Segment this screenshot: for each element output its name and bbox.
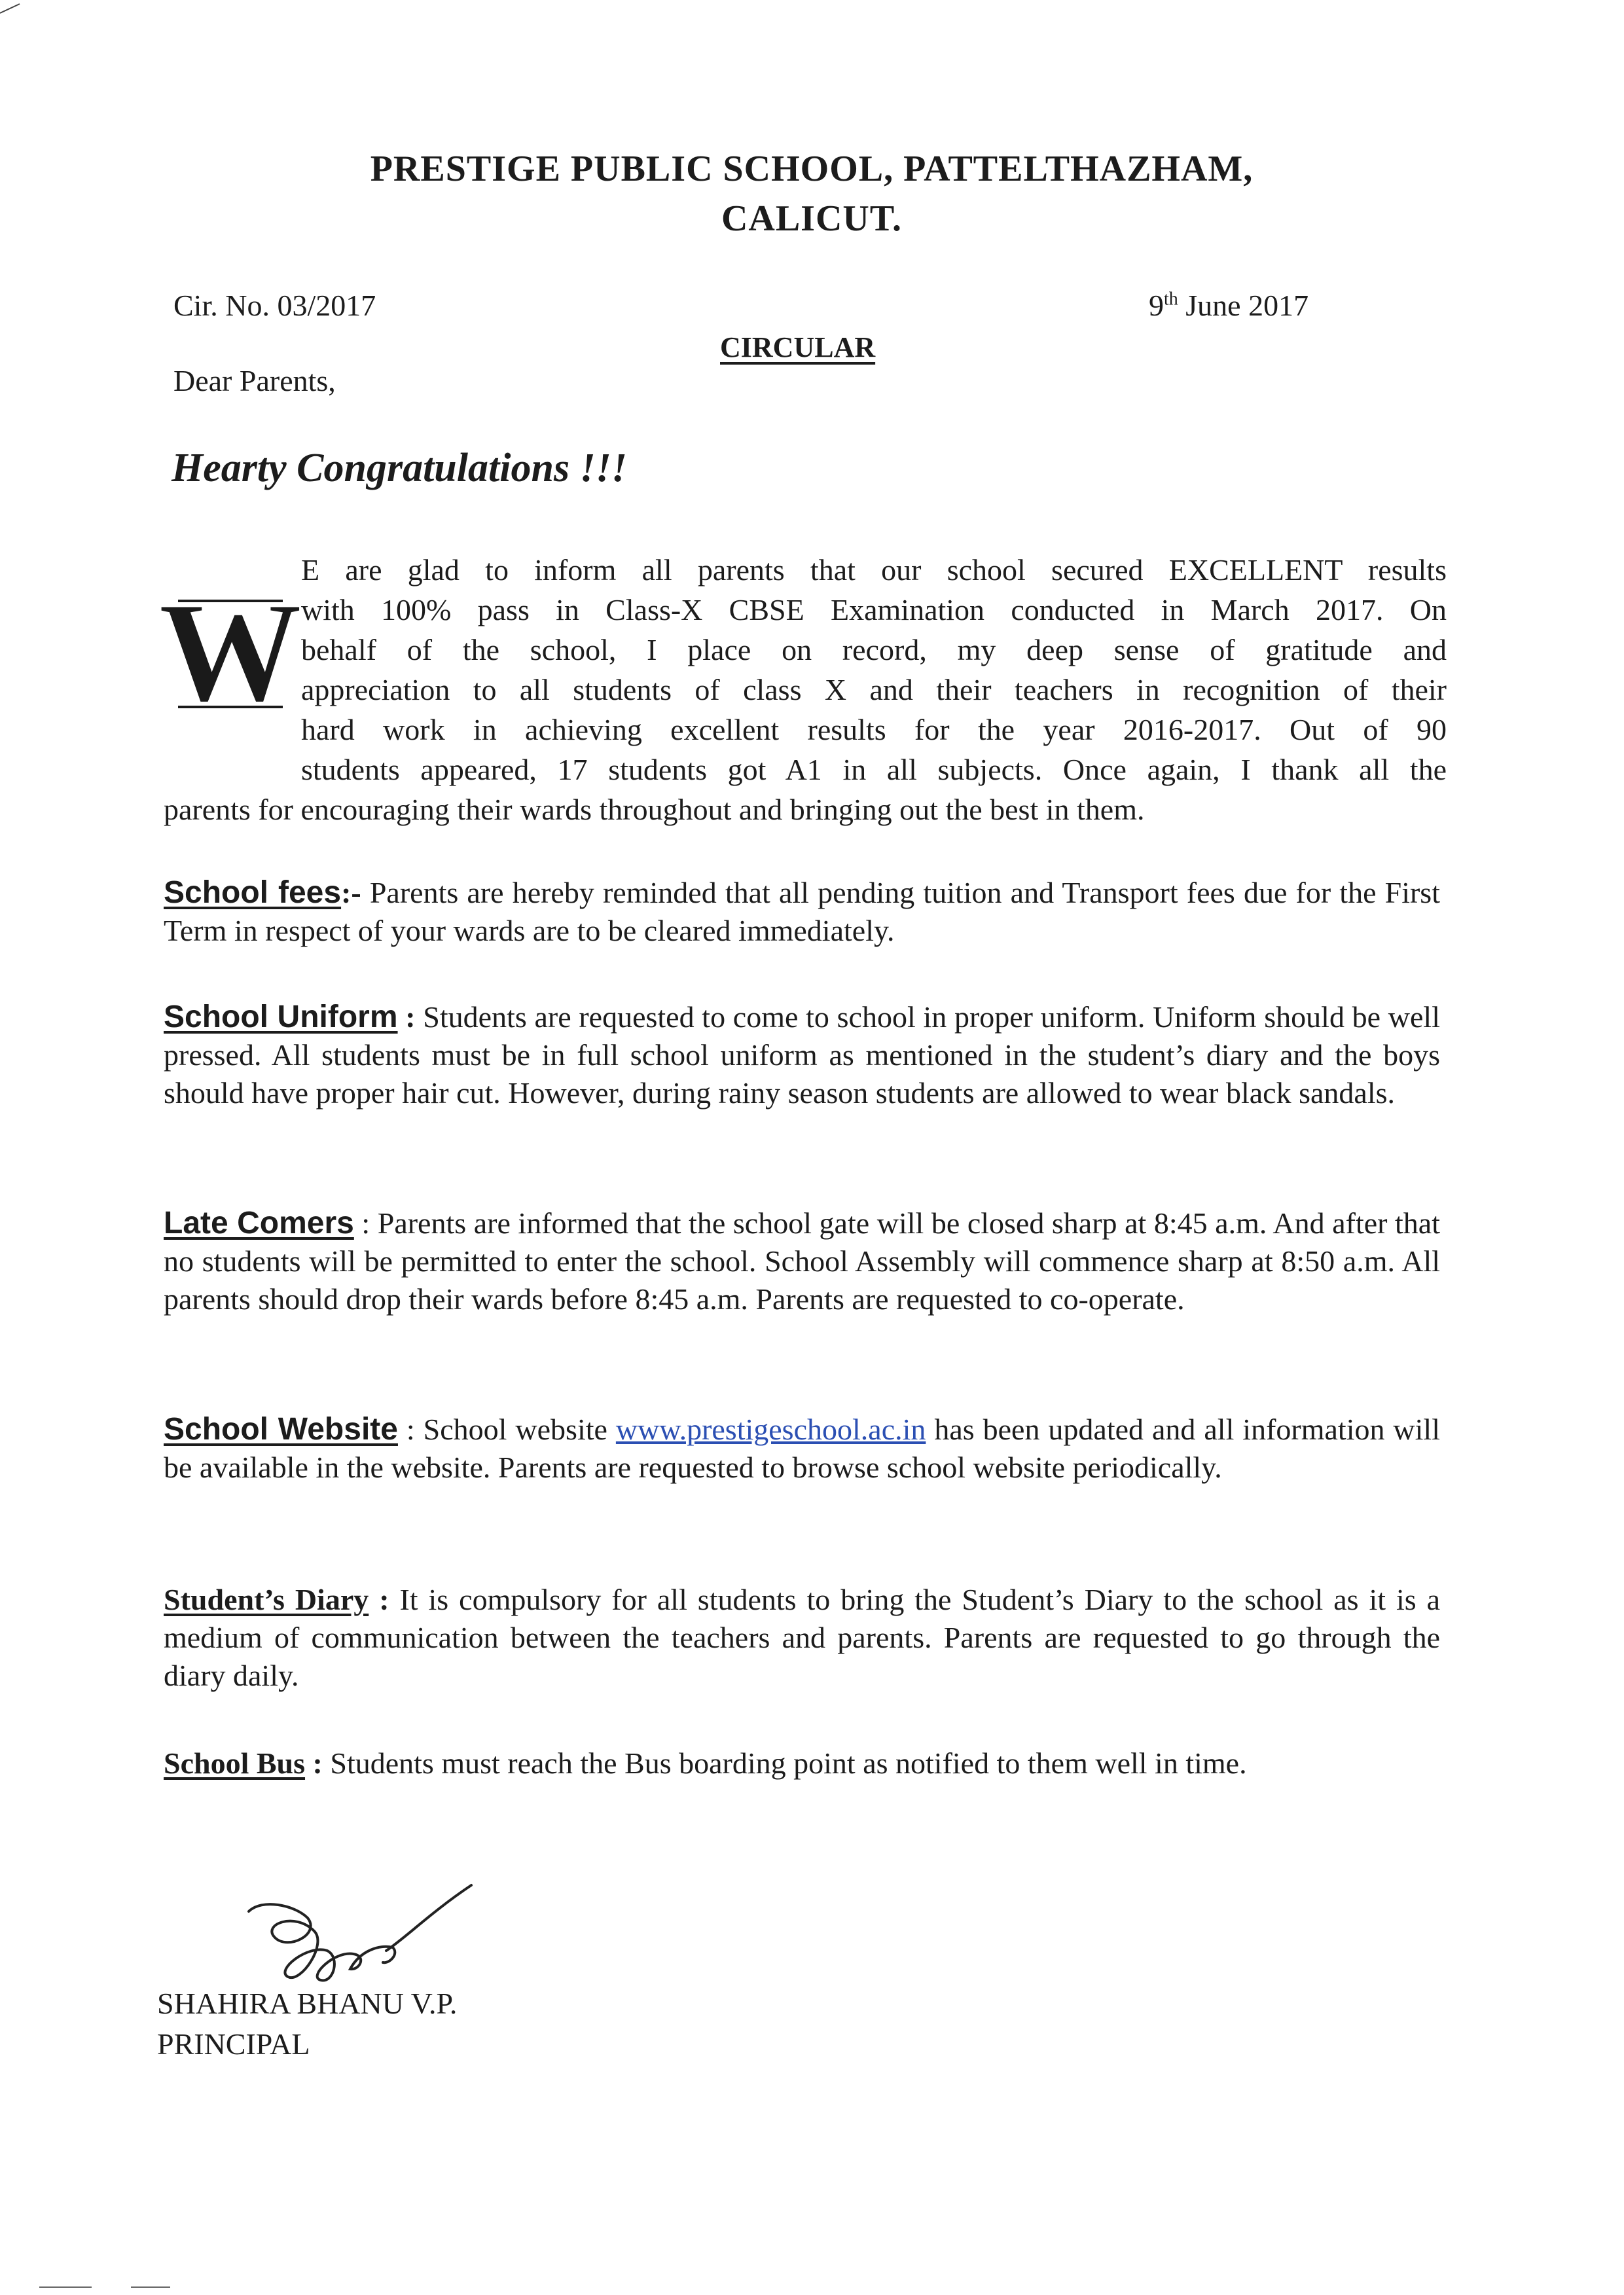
students-diary-text: It is compulsory for all students to bring the Student’s Diary to the school as it is a medium of communication between the teachers and parents. Parents are requested to go through the diary daily. <box>164 1583 1440 1692</box>
school-bus-heading: School Bus <box>164 1746 306 1780</box>
section-students-diary: Student’s Diary : It is compulsory for all students to bring the Student’s Diary to the school as it is a medium of communication between the teachers and parents. Parents are requested to go through the diary daily. <box>164 1583 1440 1692</box>
intro-line-7: parents for encouraging their wards throughout and bringing out the best in them. <box>164 793 1145 826</box>
school-bus-text: Students must reach the Bus boarding point as notified to them well in time. <box>330 1746 1247 1780</box>
school-website-heading: School Website <box>164 1412 398 1447</box>
intro-line-5: hard work in achieving excellent results for the year 2016-2017. Out of 90 <box>301 713 1447 746</box>
intro-line-2: with 100% pass in Class-X CBSE Examination conducted in March 2017. On <box>301 593 1447 626</box>
intro-line-1: E are glad to inform all parents that our school secured EXCELLENT results <box>301 553 1447 587</box>
school-fees-text: Parents are hereby reminded that all pending tuition and Transport fees due for the First Term in respect of your wards are to be cleared immediately. <box>164 876 1440 947</box>
school-website-link[interactable]: www.prestigeschool.ac.in <box>615 1413 926 1446</box>
late-comers-text: Parents are informed that the school gate will be closed sharp at 8:45 a.m. And after that no students will be permitted to enter the school. School Assembly will commence sharp at 8:50 a.m. All parents should drop their wards before 8:45 a.m. Parents are requested to co-operate. <box>164 1206 1440 1316</box>
section-school-fees: School fees:- Parents are hereby reminded that all pending tuition and Transport fees due for the First Term in respect of your wards are to be cleared immediately. <box>164 875 1440 947</box>
school-location: CALICUT. <box>721 198 903 239</box>
circular-title: CIRCULAR <box>720 331 876 363</box>
school-uniform-text: Students are requested to come to school in proper uniform. Uniform should be well pressed. All students must be in full school uniform as mentioned in the student’s diary and the boys should have proper hair cut. However, during rainy season students are allowed to wear black sandals. <box>164 1000 1440 1110</box>
school-header <box>196 144 1427 244</box>
dropcap-w <box>158 572 302 732</box>
students-diary-heading: Student’s Diary <box>164 1583 369 1616</box>
section-late-comers: Late Comers : Parents are informed that the school gate will be closed sharp at 8:45 a.m. And after that no students will be permitted to enter the school. School Assembly will commence sharp at 8:50 a.m. All parents should drop their wards before 8:45 a.m. Parents are requested to co-operate. <box>164 1206 1440 1316</box>
circular-date: 9th June 2017 <box>1149 289 1309 322</box>
intro-line-4: appreciation to all students of class X and their teachers in recognition of their <box>301 673 1447 706</box>
bottom-scan-mark <box>39 2285 170 2290</box>
signatory-title: PRINCIPAL <box>157 2027 310 2061</box>
section-school-uniform: School Uniform : Students are requested to come to school in proper uniform. Uniform should be well pressed. All students must be in full school uniform as mentioned in the student’s diary and the boys should have proper hair cut. However, during rainy season students are allowed to wear black sandals. <box>164 1000 1440 1110</box>
school-uniform-heading: School Uniform <box>164 1000 398 1034</box>
school-website-text-after: has been updated and all information will be available in the website. Parents are requested to browse school website periodically. <box>164 1413 1440 1484</box>
section-school-website: School Website : School website www.prestigeschool.ac.in has been updated and all information will be available in the website. Parents are requested to browse school website periodically. <box>164 1412 1440 1484</box>
circular-number: Cir. No. 03/2017 <box>173 289 376 322</box>
intro-line-6: students appeared, 17 students got A1 in all subjects. Once again, I thank all the <box>301 753 1447 786</box>
school-website-text: School website <box>423 1413 616 1446</box>
svg-text:W: W <box>158 572 302 732</box>
section-school-bus: School Bus : Students must reach the Bus boarding point as notified to them well in time. <box>164 1746 1247 1780</box>
corner-scan-mark <box>0 0 26 20</box>
late-comers-heading: Late Comers <box>164 1206 354 1240</box>
salutation: Dear Parents, <box>173 364 336 397</box>
school-fees-heading: School fees <box>164 875 342 910</box>
congratulations-heading: Hearty Congratulations !!! <box>171 446 627 490</box>
school-name: PRESTIGE PUBLIC SCHOOL, PATTELTHAZHAM, <box>370 149 1254 189</box>
signatory-block <box>157 1983 457 2065</box>
signatory-name: SHAHIRA BHANU V.P. <box>157 1987 458 2020</box>
intro-line-3: behalf of the school, I place on record, my deep sense of gratitude and <box>301 633 1447 666</box>
